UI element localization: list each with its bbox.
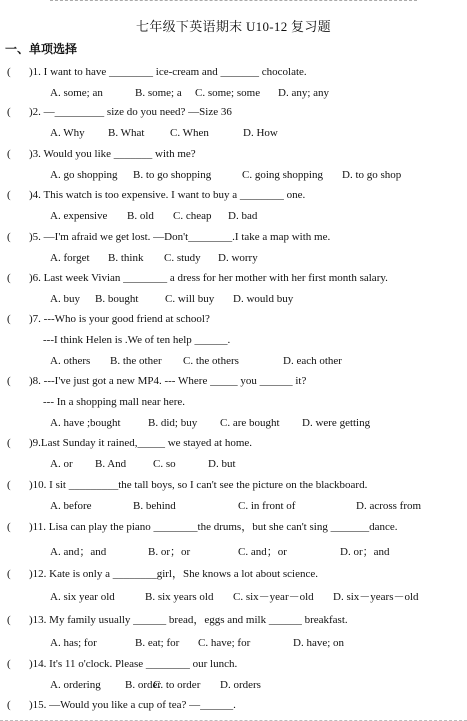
option-1-d: D. any; any [278,87,330,99]
option-12-b: B. six years old [145,591,214,603]
top-dashed-border [50,0,417,1]
question-13 [7,613,348,628]
option-10-b: B. behind [133,500,176,512]
question-text: )15. —Would you like a cup of tea? —______. [29,699,236,711]
answer-bracket[interactable]: ( [7,479,11,491]
answer-bracket[interactable]: ( [7,521,11,533]
option-9-c: C. so [153,458,176,470]
option-10-c: C. in front of [238,500,296,512]
question-3 [7,147,196,162]
option-11-d: D. or；and [340,546,390,558]
option-14-c: C. to order [153,679,201,691]
question-text: )7. ---Who is your good friend at school? [29,313,210,325]
question-text: )2. —_________ size do you need? —Size 36 [29,106,232,118]
question-text: )9.Last Sunday it rained,_____ we stayed at home. [29,437,253,449]
answer-bracket[interactable]: ( [7,614,11,626]
section-heading: 一、单项选择 [5,42,78,56]
option-5-d: D. worry [218,252,258,264]
option-8-a: A. have ;bought [50,417,121,429]
option-10-d: D. across from [356,500,422,512]
question-text: )11. Lisa can play the piano ________the drums，but she can't sing _______dance. [29,521,398,533]
option-13-a: A. has; for [50,637,97,649]
option-5-a: A. forget [50,252,90,264]
question-text: )13. My family usually ______ bread，eggs and milk ______ breakfast. [29,614,348,626]
question-2 [7,105,232,120]
option-8-d: D. were getting [302,417,371,429]
option-1-c: C. some; some [195,87,261,99]
option-6-d: D. would buy [233,293,294,305]
answer-bracket[interactable]: ( [7,272,11,284]
option-7-c: C. the others [183,355,239,367]
question-7 [7,312,210,327]
question-10 [7,478,367,493]
option-3-b: B. to go shopping [133,169,212,181]
document-title: 七年级下英语期末 U10-12 复习题 [136,19,331,34]
option-10-a: A. before [50,500,92,512]
question-text: )5. —I'm afraid we get lost. —Don't________.I take a map with me. [29,231,331,243]
answer-bracket[interactable]: ( [7,106,11,118]
option-9-d: D. but [208,458,236,470]
answer-bracket[interactable]: ( [7,699,11,711]
option-14-d: D. orders [220,679,261,691]
option-6-c: C. will buy [165,293,215,305]
option-3-a: A. go shopping [50,169,118,181]
answer-bracket[interactable]: ( [7,66,11,78]
option-14-b: B. order [125,679,162,691]
question-text: )10. I sit _________the tall boys, so I can't see the picture on the blackboard. [29,479,368,491]
answer-bracket[interactable]: ( [7,313,11,325]
option-12-d: D. six－years－old [333,591,419,603]
answer-bracket[interactable]: ( [7,568,11,580]
answer-bracket[interactable]: ( [7,658,11,670]
option-13-c: C. have; for [198,637,251,649]
option-4-d: D. bad [228,210,258,222]
option-12-c: C. six－year－old [233,591,314,603]
question-text: )1. I want to have ________ ice-cream and _______ chocolate. [29,66,307,78]
option-13-d: D. have; on [293,637,345,649]
option-11-b: B. or；or [148,546,191,558]
option-12-a: A. six year old [50,591,115,603]
option-13-b: B. eat; for [135,637,180,649]
question-text: )4. This watch is too expensive. I want to buy a ________ one. [29,189,306,201]
option-3-c: C. going shopping [242,169,323,181]
option-2-b: B. What [108,127,145,139]
question-1 [7,65,307,80]
option-5-b: B. think [108,252,144,264]
answer-bracket[interactable]: ( [7,437,11,449]
answer-bracket[interactable]: ( [7,375,11,387]
question-14 [7,657,237,672]
option-11-c: C. and；or [238,546,287,558]
option-4-a: A. expensive [50,210,108,222]
option-6-a: A. buy [50,293,80,305]
question-text: )12. Kate is only a ________girl，She knows a lot about science. [29,568,319,580]
option-2-a: A. Why [50,127,85,139]
option-4-c: C. cheap [173,210,212,222]
option-2-c: C. When [170,127,209,139]
question-11 [7,520,397,535]
answer-bracket[interactable]: ( [7,148,11,160]
option-8-c: C. are bought [220,417,280,429]
option-7-d: D. each other [283,355,342,367]
option-7-b: B. the other [110,355,162,367]
question-6 [7,271,388,286]
question-8 [7,374,306,389]
question-5 [7,230,330,245]
option-14-a: A. ordering [50,679,101,691]
question-text: )14. It's 11 o'clock. Please ________ our lunch. [29,658,238,670]
option-1-a: A. some; an [50,87,103,99]
question-15 [7,698,236,713]
option-6-b: B. bought [95,293,139,305]
answer-bracket[interactable]: ( [7,189,11,201]
option-2-d: D. How [243,127,278,139]
option-7-a: A. others [50,355,91,367]
question-4 [7,188,305,203]
question-text: )8. ---I've just got a new MP4. --- Where _____ you ______ it? [29,375,307,387]
option-3-d: D. to go shop [342,169,402,181]
option-1-b: B. some; a [135,87,182,99]
question-continuation: ---I think Helen is .We of ten help ______. [43,334,231,346]
option-9-a: A. or [50,458,73,470]
answer-bracket[interactable]: ( [7,231,11,243]
question-9 [7,436,252,451]
question-continuation: --- In a shopping mall near here. [43,396,186,408]
option-4-b: B. old [127,210,154,222]
option-11-a: A. and；and [50,546,107,558]
option-9-b: B. And [95,458,127,470]
question-text: )6. Last week Vivian ________ a dress for her mother with her first month salary. [29,272,388,284]
option-5-c: C. study [164,252,201,264]
question-12 [7,567,318,582]
question-text: )3. Would you like _______ with me? [29,148,196,160]
option-8-b: B. did; buy [148,417,198,429]
